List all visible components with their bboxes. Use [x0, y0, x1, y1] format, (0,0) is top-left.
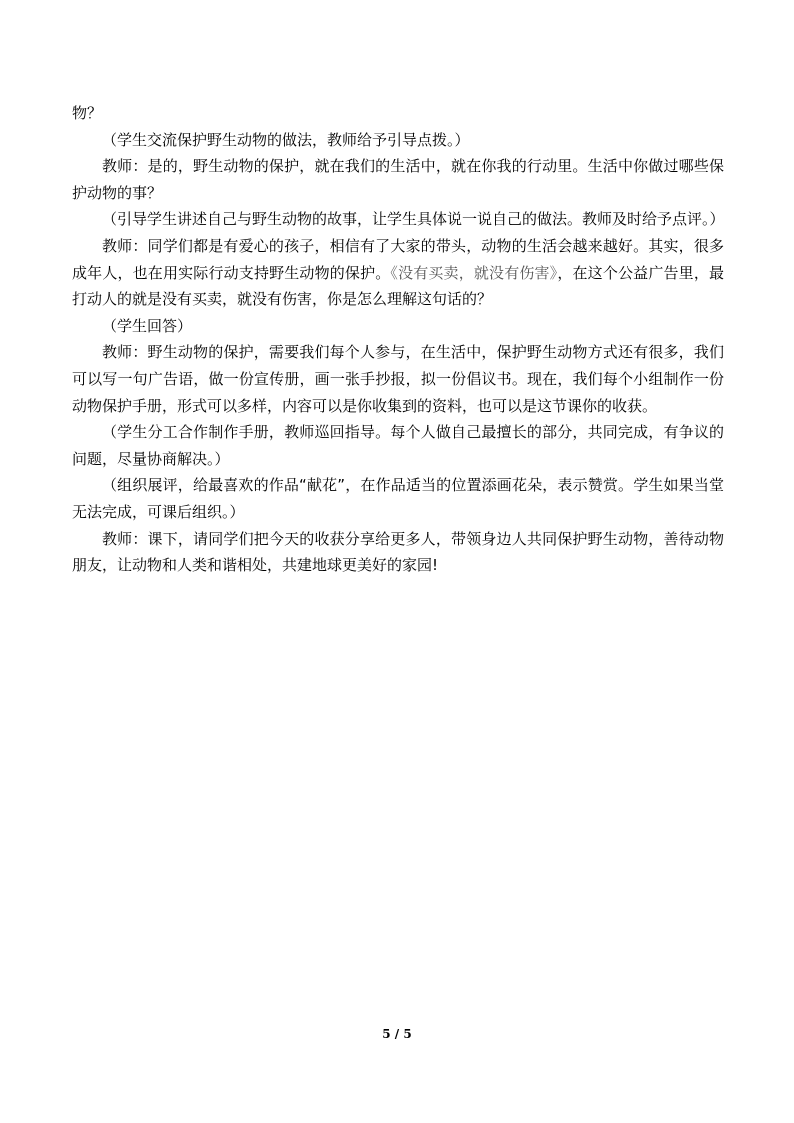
- psa-text-after: ，在这个公益广告里，最打动人的就是没有买卖，就没有伤害，你是怎么理解这句话的？: [72, 263, 724, 309]
- paragraph-exhibition: （组织展评，给最喜欢的作品“献花”，在作品适当的位置添画花朵，表示赞赏。学生如果当堂无法完成，可课后组织。）: [72, 476, 724, 521]
- paragraph-teacher-question: 教师：是的，野生动物的保护，就在我们的生活中，就在你我的行动里。生活中你做过哪些保护动物的事？: [72, 157, 724, 202]
- paragraph-student-answer: （学生回答）: [102, 316, 193, 335]
- psa-title: 《没有买卖，就没有伤害》: [390, 263, 558, 282]
- psa-text-before: 教师：同学们都是有爱心的孩子，相信有了大家的带头，动物的生活会越来越好。其实，很多成年人，也在用实际行动支持野生动物的保护。: [72, 236, 724, 282]
- paragraph-continuation: 物？: [72, 104, 103, 122]
- paragraph-teacher-handbook: 教师：野生动物的保护，需要我们每个人参与，在生活中，保护野生动物方式还有很多，我们可以写一句广告语，做一份宣传册，画一张手抄报，拟一份倡议书。现在，我们每个小组制作一份动物保护手册，形式可以多样，内容可以是你收集到的资料，也可以是这节课你的收获。: [72, 343, 724, 415]
- paragraph-guide-students: （引导学生讲述自己与野生动物的故事，让学生具体说一说自己的做法。教师及时给予点评。）: [102, 210, 725, 229]
- paragraph-student-exchange: （学生交流保护野生动物的做法，教师给予引导点拨。）: [102, 130, 470, 149]
- paragraph-teacher-closing: 教师：课下，请同学们把今天的收获分享给更多人，带领身边人共同保护野生动物，善待动物朋友，让动物和人类和谐相处，共建地球更美好的家园!: [72, 529, 724, 575]
- page-number: 5 / 5: [382, 1027, 412, 1041]
- paragraph-group-work: （学生分工合作制作手册，教师巡回指导。每个人做自己最擅长的部分，共同完成，有争议的问题，尽量协商解决。）: [72, 423, 724, 468]
- paragraph-teacher-psa: [72, 233, 724, 313]
- document-body: [72, 100, 724, 579]
